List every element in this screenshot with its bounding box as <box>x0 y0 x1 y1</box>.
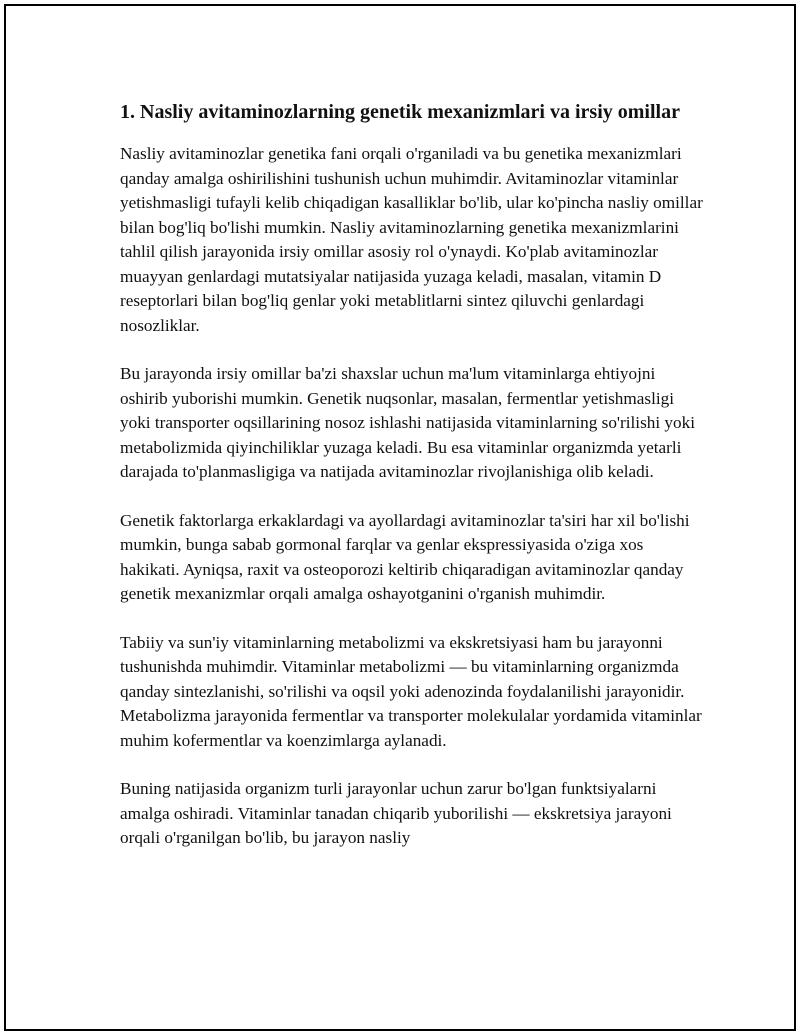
document-title: 1. Nasliy avitaminozlarning genetik mexanizmlari va irsiy omillar <box>120 101 680 123</box>
paragraph-2: Bu jarayonda irsiy omillar ba'zi shaxslar uchun ma'lum vitaminlarga ehtiyojni oshirib yuborishi mumkin. Genetik nuqsonlar, masalan, fermentlar yetishmasligi yoki transporter oqsillarining nosoz ishlashi natijasida vitaminlarning so'rilishi yoki metabolizmida qiyinchiliklar yuzaga keladi. Bu esa vitaminlar organizmda yetarli darajada to'planmasligiga va natijada avitaminozlar rivojlanishiga olib keladi. <box>120 364 695 481</box>
paragraph-1: Nasliy avitaminozlar genetika fani orqali o'rganiladi va bu genetika mexanizmlari qanday amalga oshirilishini tushunish uchun muhimdir. Avitaminozlar vitaminlar yetishmasligi tufayli kelib chiqadigan kasalliklar bo'lib, ular ko'pincha nasliy omillar bilan bog'liq bo'lishi mumkin. Nasliy avitaminozlarning genetika mexanizmlarini tahlil qilish jarayonida irsiy omillar asosiy rol o'ynaydi. Ko'plab avitaminozlar muayyan genlardagi mutatsiyalar natijasida yuzaga keladi, masalan, vitamin D reseptorlari bilan bog'liq genlar yoki metablitlarni sintez qiluvchi genlardagi nosozliklar. <box>120 144 703 335</box>
paragraph-4: Tabiiy va sun'iy vitaminlarning metabolizmi va ekskretsiyasi ham bu jarayonni tushunishda muhimdir. Vitaminlar metabolizmi — bu vitaminlarning organizmda qanday sintezlanishi, so'rilishi va oqsil yoki adenozinda foydalanilishi jarayonidir. Metabolizma jarayonida fermentlar va transporter molekulalar yordamida vitaminlar muhim kofermentlar va koenzimlarga aylanadi. <box>120 632 702 750</box>
document-body <box>120 98 705 875</box>
page-frame <box>4 4 796 1031</box>
paragraph-3: Genetik faktorlarga erkaklardagi va ayollardagi avitaminozlar ta'siri har xil bo'lishi mumkin, bunga sabab gormonal farqlar va genlar ekspressiyasida o'ziga xos hakikati. Ayniqsa, raxit va osteoporozi keltirib chiqaradigan avitaminozlar qanday genetik mexanizmlar orqali amalga oshayotganini o'rganish muhimdir. <box>120 510 690 603</box>
paragraph-5: Buning natijasida organizm turli jarayonlar uchun zarur bo'lgan funktsiyalarni amalga oshiradi. Vitaminlar tanadan chiqarib yuborilishi — ekskretsiya jarayoni orqali o'rganilgan bo'lib, bu jarayon nasliy <box>120 779 672 847</box>
